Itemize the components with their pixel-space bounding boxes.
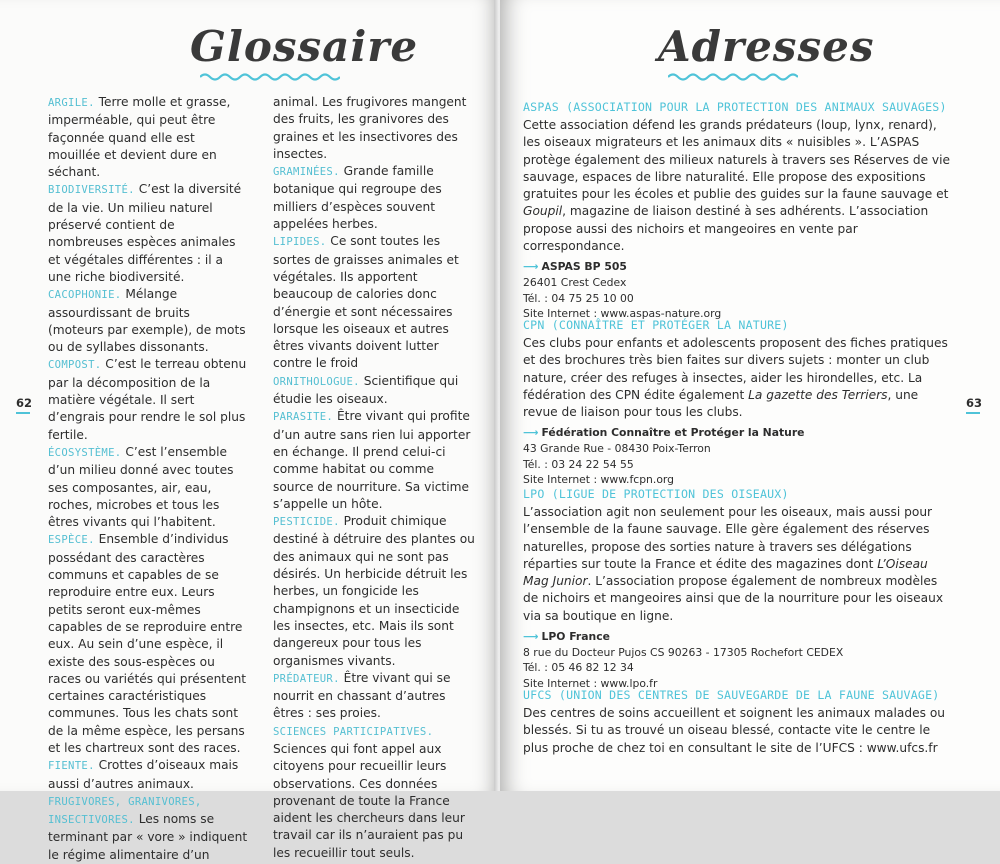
glossary-term: ESPÈCE.: [48, 534, 95, 547]
glossary-definition: Grande famille botanique qui regroupe des milliers d’espèces souvent appelées herbes.: [273, 164, 442, 232]
glossary-definition: Être vivant qui se nourrit en chassant d’autres êtres : ses proies.: [273, 670, 451, 721]
glossary-definition: Être vivant qui profite d’un autre sans rien lui apporter en échange. Il prend celui-ci comme habitat ou comme source de nourriture. Sa victime s’appelle un hôte.: [273, 409, 471, 511]
glossary-definition: C’est la diversité de la vie. Un milieu naturel préservé contient de nombreuses espèces animales et végétales différentes : il a une riche biodiversité.: [48, 182, 242, 284]
glossary-term: PESTICIDE.: [273, 516, 340, 529]
org-phone: Tél. : 05 46 82 12 34: [523, 661, 634, 675]
address-contact: [523, 425, 953, 487]
glossary-term: FIENTE.: [48, 760, 95, 773]
page-glossaire: [0, 0, 498, 862]
arrow-right-icon: ⟶: [523, 260, 539, 274]
org-address: 26401 Crest Cedex: [523, 275, 627, 289]
org-website[interactable]: Site Internet : www.aspas-nature.org: [523, 307, 722, 321]
org-name: LPO France: [541, 630, 610, 644]
address-entry-cpn: [523, 318, 953, 488]
page-number-right: 63: [966, 396, 983, 410]
glossary-entry: [273, 513, 475, 670]
org-name: Fédération Connaître et Protéger la Nature: [541, 426, 805, 440]
glossary-term: GRAMINÉES.: [273, 166, 340, 179]
org-address: 43 Grande Rue - 08430 Poix-Terron: [523, 442, 711, 456]
glossary-definition: Scientifique qui étudie les oiseaux.: [273, 373, 459, 407]
glossaire-title: Glossaire: [190, 22, 419, 71]
glossary-entry: [273, 670, 475, 723]
glossary-entry: [273, 723, 475, 862]
glossary-term: CACOPHONIE.: [48, 289, 122, 302]
address-contact: [523, 259, 953, 321]
glossary-term: FRUGIVORES, GRANIVORES, INSECTIVORES.: [48, 795, 202, 827]
address-description: Des centres de soins accueillent et soignent les animaux malades ou blessés. Si tu as trouvé un oiseau blessé, contacte vite le centre le plus proche de chez toi en consultant le site de l’UFCS : www.ufcs.fr: [523, 706, 945, 755]
address-heading: ASPAS (ASSOCIATION POUR LA PROTECTION DES ANIMAUX SAUVAGES): [523, 100, 947, 114]
glossary-term: COMPOST.: [48, 359, 102, 372]
address-heading: CPN (CONNAÎTRE ET PROTÉGER LA NATURE): [523, 318, 789, 332]
org-website[interactable]: Site Internet : www.lpo.fr: [523, 676, 658, 690]
address-contact: [523, 629, 953, 691]
glossary-entry: [273, 233, 475, 372]
glossary-term: LIPIDES.: [273, 236, 327, 249]
org-name: ASPAS BP 505: [541, 260, 627, 274]
address-description: Cette association défend les grands prédateurs (loup, lynx, renard), les oiseaux migrateurs et les animaux dits « nuisibles ». L’ASPAS protège également des milieux naturels à travers ses Réserves de vie sauvage, espaces de libre naturalité. Elle propose des expositions gratuites pour les écoles et publie des guides sur la faune sauvage et Goupil, magazine de liaison destiné à ses adhérents. L’association propose aussi des nichoirs et mangeoires en vente par correspondance.: [523, 118, 951, 254]
glossary-column-1: [48, 94, 248, 864]
glossary-entry: [48, 356, 248, 443]
glossary-term: ÉCOSYSTÈME.: [48, 446, 122, 459]
arrow-right-icon: ⟶: [523, 630, 539, 644]
glossary-entry: [273, 373, 475, 409]
glossary-term: PRÉDATEUR.: [273, 672, 340, 685]
org-address: 8 rue du Docteur Pujos CS 90263 - 17305 Rochefort CEDEX: [523, 645, 844, 659]
address-entry-lpo: [523, 487, 953, 691]
glossary-entry: [48, 286, 248, 356]
glossary-term: ORNITHOLOGUE.: [273, 375, 360, 388]
glossary-entry: [48, 793, 248, 864]
address-entry-ufcs: [523, 688, 953, 757]
arrow-right-icon: ⟶: [523, 426, 539, 440]
wave-underline-icon: [668, 72, 798, 82]
glossary-definition: Mélange assourdissant de bruits (moteurs par exemple), de mots ou de syllabes dissonants.: [48, 287, 246, 355]
address-description: Ces clubs pour enfants et adolescents proposent des fiches pratiques et des brochures très bien faites sur divers sujets : monter un club nature, créer des refuges à insectes, aider les hirondelles, etc. La fédération des CPN édite également La gazette des Terriers, une revue de liaison pour tous les clubs.: [523, 336, 948, 420]
glossary-term: PARASITE.: [273, 411, 334, 424]
org-phone: Tél. : 04 75 25 10 00: [523, 291, 634, 305]
glossary-definition: Sciences qui font appel aux citoyens pour recueillir leurs observations. Ces données provenant de toute la France aident les chercheurs dans leur travail car ils n’auraient pas pu les recueillir tout seuls.: [273, 741, 465, 860]
glossary-entry: [48, 94, 248, 181]
address-entry-aspas: [523, 100, 953, 322]
glossary-definition: C’est l’ensemble d’un milieu donné avec toutes ses composantes, air, eau, roches, microbes et tous les êtres vivants qui l’habitent.: [48, 444, 234, 530]
wave-underline-icon: [200, 72, 340, 82]
glossary-definition: Les noms se terminant par « vore » indiquent le régime alimentaire d’un: [48, 812, 248, 862]
address-heading: LPO (LIGUE DE PROTECTION DES OISEAUX): [523, 487, 789, 501]
adresses-title: Adresses: [658, 22, 875, 71]
glossary-entry: [273, 163, 475, 233]
glossary-term: ARGILE.: [48, 97, 95, 109]
glossary-definition: Ensemble d’individus possédant des caractères communs et capables de se reproduire entre eux. Leurs petits seront eux-mêmes capables de se reproduire entre eux. Au sein d’une espèce, il existe des sous-espèces ou races ou variétés qui présentent certaines caractéristiques communes. Tous les chats sont de la même espèce, les persans et les chartreux sont des races.: [48, 532, 247, 755]
glossary-entry: [48, 757, 248, 793]
page-number-underline: [966, 412, 980, 414]
glossary-definition: C’est le terreau obtenu par la décomposition de la matière végétale. Il sert d’engrais pour rendre le sol plus fertile.: [48, 357, 247, 442]
glossary-definition: Terre molle et grasse, imperméable, qui peut être façonnée quand elle est mouillée et devient dure en séchant.: [48, 95, 231, 180]
address-description: L’association agit non seulement pour les oiseaux, mais aussi pour l’ensemble de la faune sauvage. Elle gère également des réserves naturelles, propose des sorties nature à travers ses délégations réparties sur toute la France et édite des magazines dont L’Oiseau Mag Junior. L’association propose également de nombreux modèles de nichoirs et mangeoires ainsi que de la nourriture pour les oiseaux via sa boutique en ligne.: [523, 505, 944, 623]
glossary-definition: Ce sont toutes les sortes de graisses animales et végétales. Ils apportent beaucoup de calories donc d’énergie et sont nécessaires lorsque les oiseaux et autres êtres vivants doivent lutter contre le froid: [273, 234, 459, 371]
glossary-definition: Crottes d’oiseaux mais aussi d’autres animaux.: [48, 758, 239, 791]
page-number-left: 62: [16, 396, 33, 410]
glossary-entry: [48, 444, 248, 531]
glossary-continuation: animal. Les frugivores mangent des fruits, les granivores des graines et les insectivores des insectes.: [273, 95, 467, 161]
glossary-entry: [48, 531, 248, 757]
org-phone: Tél. : 03 24 22 54 55: [523, 457, 634, 471]
org-website[interactable]: Site Internet : www.fcpn.org: [523, 473, 675, 487]
glossary-entry: [48, 181, 248, 286]
glossary-term: BIODIVERSITÉ.: [48, 184, 135, 197]
glossary-definition: Produit chimique destiné à détruire des plantes ou des animaux qui ne sont pas désirés. Un herbicide détruit les herbes, un fongicide les champignons et un insecticide les insectes, etc. Mais ils sont dangereux pour tous les organismes vivants.: [273, 514, 475, 668]
glossary-term: SCIENCES PARTICIPATIVES.: [273, 725, 434, 738]
glossary-column-2: [273, 94, 475, 862]
glossary-entry: [273, 408, 475, 513]
address-heading: UFCS (UNION DES CENTRES DE SAUVEGARDE DE LA FAUNE SAUVAGE): [523, 688, 940, 702]
page-number-underline: [16, 412, 30, 414]
